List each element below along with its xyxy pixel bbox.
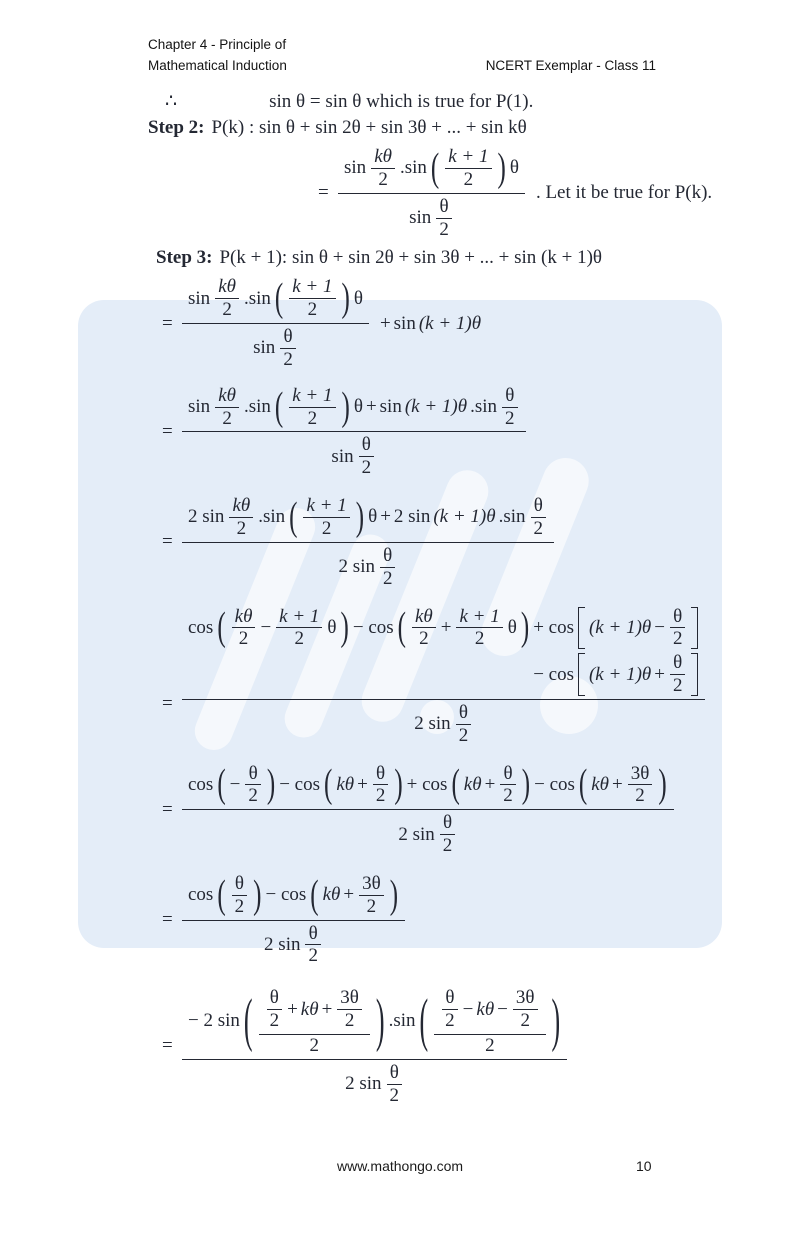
fraction (338, 144, 525, 242)
fraction: $\frac{k + 1}{2}$ (445, 146, 491, 191)
fraction: $\frac{\theta}{2}$ (305, 923, 321, 968)
dot-sin: .sin (399, 157, 427, 179)
equation-note: . Let it be true for P(k). (535, 182, 713, 204)
paren-open: ( (274, 385, 284, 429)
two-sin: 2 sin (414, 713, 451, 735)
nested-fraction (434, 985, 545, 1057)
minus-cos: − cos (279, 773, 320, 795)
fraction: $\frac{\theta}{2}$ (359, 434, 375, 479)
fraction: $\frac{k + 1}{2}$ (289, 385, 335, 430)
k-plus-1-theta: (k + 1)θ (588, 616, 652, 638)
denominator (325, 432, 382, 481)
paren-open: ( (324, 763, 333, 807)
dot-sin: .sin (258, 506, 286, 528)
equation-7 (162, 983, 800, 1108)
k-theta: kθ (476, 998, 495, 1020)
equation-1 (162, 274, 800, 372)
paren-open: ( (217, 763, 226, 807)
plus-sign: + (357, 773, 368, 795)
paren-close: ) (521, 763, 531, 807)
theta: θ (353, 287, 363, 309)
dot-sin: .sin (470, 396, 498, 418)
equals-sign: = (162, 312, 173, 334)
plus-cos: + cos (406, 773, 448, 795)
paren-open: ( (217, 606, 226, 650)
plus-sign: + (654, 663, 665, 685)
equals-sign: = (162, 693, 173, 715)
denominator (408, 700, 479, 749)
book-title: NCERT Exemplar - Class 11 (485, 58, 656, 73)
dot-sin: .sin (243, 287, 271, 309)
equals-sign: = (162, 909, 173, 931)
two-sin: 2 sin (264, 933, 301, 955)
two-sin: 2 sin (188, 506, 225, 528)
paren-close: ) (520, 606, 530, 650)
fraction (182, 761, 674, 859)
cos-function: cos (188, 884, 214, 906)
equation-5 (162, 761, 800, 859)
step2-line (148, 116, 800, 140)
k-plus-1-theta: (k + 1)θ (433, 506, 496, 528)
fraction: $\frac{\theta}{2}$ (380, 545, 396, 590)
equals-sign: = (162, 1034, 173, 1056)
bracket-group (577, 606, 699, 651)
paren-close: ) (355, 495, 365, 540)
numerator (338, 144, 525, 193)
fraction: $\frac{3\theta}{2}$ (359, 873, 384, 918)
fraction (182, 493, 554, 591)
fraction (182, 383, 526, 481)
denominator (403, 194, 460, 243)
denominator: 2 (485, 1035, 495, 1056)
step3-label: Step 3: (156, 247, 213, 269)
fraction: $\frac{k\theta}{2}$ (229, 495, 253, 540)
plus-sign: + (440, 616, 452, 638)
fraction: $\frac{k\theta}{2}$ (215, 385, 239, 430)
solution-content (0, 78, 800, 1109)
fraction: $\frac{3\theta}{2}$ (513, 987, 538, 1032)
equals-sign: = (162, 420, 173, 442)
plus-sign: + (343, 884, 355, 906)
equation-2 (162, 383, 800, 481)
fraction (182, 871, 405, 969)
sin-function: sin (188, 396, 211, 418)
fraction: $\frac{\theta}{2}$ (387, 1062, 403, 1107)
step3-text: P(k + 1): sin θ + sin 2θ + sin 3θ + ... + sin (k + 1)θ (219, 247, 603, 269)
fraction (182, 604, 705, 749)
fraction: $\frac{\theta}{2}$ (373, 763, 389, 808)
equation-step2-result (318, 144, 800, 242)
paren-close: ) (375, 986, 385, 1054)
plus-sign: + (612, 773, 623, 795)
minus-cos: − cos (265, 884, 307, 906)
paren-open: ( (578, 763, 588, 807)
plus-sign: + (365, 396, 377, 418)
numerator (259, 985, 370, 1034)
plus-cos: + cos (533, 616, 574, 638)
dot-sin: .sin (498, 506, 526, 528)
therefore-symbol: ∴ (165, 91, 178, 112)
equals-sign: = (162, 531, 173, 553)
minus-sign: − (497, 998, 508, 1020)
equation-3 (162, 493, 800, 591)
fraction: $\frac{\theta}{2}$ (442, 987, 458, 1032)
minus-cos: − cos (533, 663, 574, 685)
denominator (392, 810, 463, 859)
paren-open: ( (451, 763, 460, 807)
paren-close: ) (389, 873, 399, 917)
nested-fraction (259, 985, 370, 1057)
minus-sign: − (260, 616, 272, 638)
sin-function: sin (344, 157, 367, 179)
dot-sin: .sin (243, 396, 271, 418)
step2-text: P(k) : sin θ + sin 2θ + sin 3θ + ... + sin kθ (211, 117, 527, 138)
k-theta: kθ (322, 884, 341, 906)
denominator (339, 1060, 410, 1109)
plus-sign: + (287, 998, 298, 1020)
cos-function: cos (188, 773, 214, 795)
two-sin: 2 sin (338, 556, 375, 578)
equation-4 (162, 604, 800, 749)
numerator (182, 493, 554, 542)
added-term: + sin (k + 1)θ (379, 312, 482, 334)
paren-close: ) (253, 873, 262, 917)
fraction: $\frac{\theta}{2}$ (500, 763, 516, 808)
fraction: $\frac{k + 1}{2}$ (276, 606, 322, 651)
conclusion-line (165, 90, 800, 114)
fraction: $\frac{k\theta}{2}$ (412, 606, 436, 651)
chapter-title-line2: Mathematical Induction (148, 58, 287, 73)
minus-sign: − (229, 773, 241, 795)
denominator: 2 (309, 1035, 319, 1056)
sin-function: sin (331, 445, 354, 467)
numerator-line-1 (188, 606, 699, 651)
fraction: $\frac{\theta}{2}$ (456, 702, 472, 747)
fraction: $\frac{\theta}{2}$ (531, 495, 547, 540)
numerator-line-2 (533, 652, 699, 697)
two-sin: 2 sin (345, 1073, 382, 1095)
fraction: $\frac{k + 1}{2}$ (456, 606, 502, 651)
page-header (148, 34, 656, 76)
cos-function: cos (188, 616, 214, 638)
theta: θ (353, 396, 363, 418)
fraction: $\frac{3\theta}{2}$ (337, 987, 362, 1032)
paren-close: ) (341, 385, 350, 429)
k-plus-1-theta: (k + 1)θ (404, 396, 468, 418)
fraction: $\frac{\theta}{2}$ (502, 385, 518, 430)
paren-close: ) (394, 763, 403, 807)
equals-sign: = (318, 182, 329, 204)
plus-sign: + (321, 998, 333, 1020)
fraction: $\frac{\theta}{2}$ (280, 326, 296, 371)
minus-sign: − (654, 616, 665, 638)
minus-cos: − cos (352, 616, 394, 638)
numerator (182, 383, 526, 432)
fraction: $\frac{\theta}{2}$ (440, 812, 456, 857)
k-theta: kθ (300, 998, 319, 1020)
page-number: 10 (636, 1158, 652, 1174)
bracket-left (578, 607, 585, 650)
k-theta: kθ (463, 773, 482, 795)
plus-sign: + (380, 506, 391, 528)
paren-open: ( (430, 146, 440, 190)
fraction: $\frac{\theta}{2}$ (232, 873, 248, 918)
two-sin: 2 sin (393, 506, 431, 528)
fraction (182, 983, 567, 1108)
paren-close: ) (497, 146, 506, 190)
minus-sign: − (462, 998, 474, 1020)
fraction: $\frac{\theta}{2}$ (267, 987, 283, 1032)
numerator (182, 604, 705, 699)
fraction: $\frac{k\theta}{2}$ (232, 606, 256, 651)
fraction: $\frac{k\theta}{2}$ (215, 276, 239, 321)
theta: θ (368, 506, 378, 528)
paren-open: ( (310, 873, 319, 917)
fraction: $\frac{\theta}{2}$ (245, 763, 261, 808)
equation-6 (162, 871, 800, 969)
numerator (434, 985, 545, 1034)
fraction: $\frac{\theta}{2}$ (670, 652, 686, 697)
bracket-left (578, 653, 585, 696)
fraction: $\frac{k + 1}{2}$ (303, 495, 349, 540)
sin-function: sin (379, 396, 402, 418)
numerator (182, 871, 405, 920)
numerator (182, 274, 369, 323)
theta: θ (509, 157, 519, 179)
minus-cos: − cos (534, 773, 575, 795)
paren-close: ) (266, 763, 276, 807)
fraction: $\frac{\theta}{2}$ (436, 196, 452, 241)
denominator (333, 543, 404, 592)
sin-function: sin (188, 287, 211, 309)
dot-sin: .sin (388, 1010, 416, 1032)
website-url: www.mathongo.com (336, 1158, 464, 1174)
k-theta: kθ (336, 773, 355, 795)
sin-function: sin (253, 337, 276, 359)
paren-open: ( (289, 495, 298, 540)
two-sin: 2 sin (398, 823, 435, 845)
step2-label: Step 2: (148, 117, 205, 138)
bracket-right (691, 653, 698, 696)
plus-sign: + (484, 773, 496, 795)
fraction: $\frac{k\theta}{2}$ (371, 146, 395, 191)
step3-line (156, 246, 800, 270)
conclusion-text: sin θ = sin θ which is true for P(1). (269, 91, 534, 112)
numerator (182, 761, 674, 810)
paren-open: ( (243, 986, 253, 1054)
paren-open: ( (397, 606, 406, 650)
paren-open: ( (217, 873, 226, 917)
k-theta: kθ (591, 773, 610, 795)
denominator (247, 324, 304, 373)
k-plus-1-theta: (k + 1)θ (588, 663, 652, 685)
paren-close: ) (341, 277, 350, 321)
denominator (258, 921, 329, 970)
chapter-title-line1: Chapter 4 - Principle of (148, 37, 287, 52)
fraction: $\frac{\theta}{2}$ (670, 606, 686, 651)
bracket-group (577, 652, 699, 697)
paren-close: ) (658, 763, 667, 807)
fraction (182, 274, 369, 372)
paren-close: ) (551, 986, 561, 1054)
bracket-right (691, 607, 698, 650)
sin-function: sin (409, 207, 432, 229)
equals-sign: = (162, 798, 173, 820)
minus-two-sin: − 2 sin (188, 1010, 240, 1032)
paren-open: ( (274, 277, 284, 321)
theta: θ (507, 616, 517, 638)
numerator (182, 983, 567, 1059)
paren-open: ( (419, 986, 429, 1054)
fraction: $\frac{k + 1}{2}$ (289, 276, 335, 321)
theta: θ (327, 616, 337, 638)
sin-function: sin (393, 312, 416, 334)
fraction: $\frac{3\theta}{2}$ (628, 763, 653, 808)
paren-close: ) (340, 606, 349, 650)
